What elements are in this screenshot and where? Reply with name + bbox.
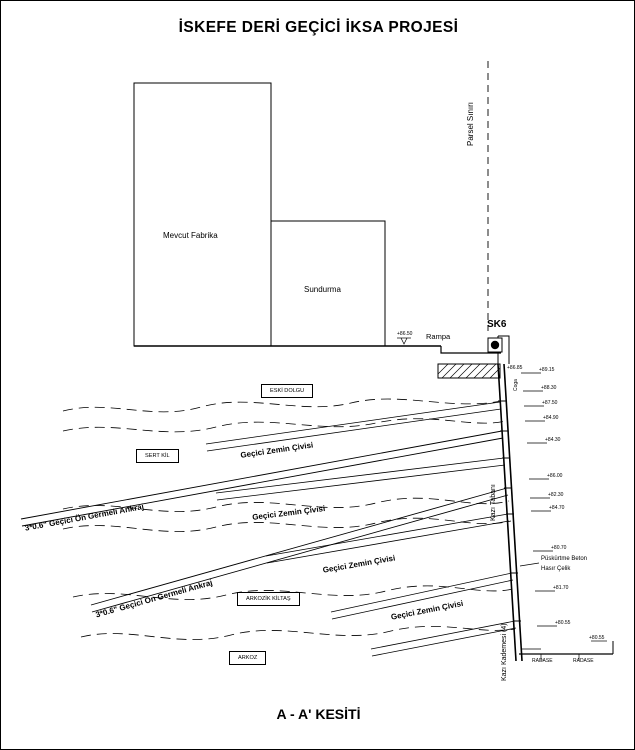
elevation-right-2: +84.90: [543, 415, 559, 421]
parcel-boundary-label: Parsel Sınırı: [466, 101, 475, 146]
strata-line-2: [63, 419, 506, 432]
nail-label-3: Geçici Zemin Çivisi: [322, 553, 396, 575]
strata-line-1: [63, 399, 501, 412]
soil-box-arkoz: ARKOZ: [229, 651, 266, 665]
factory-label: Mevcut Fabrika: [163, 231, 218, 240]
ramp-label: Rampa: [426, 332, 451, 341]
borehole-label: SK6: [487, 319, 507, 330]
section-title: A - A' KESİTİ: [276, 706, 361, 722]
elevation-right-10: +84.70: [549, 505, 565, 511]
elevation-right-6: +89.15: [539, 367, 555, 373]
soil-box-sert-kil: SERT KİL: [136, 449, 179, 463]
elevation-right-1: +86.85: [507, 365, 523, 371]
nail-label-1: Geçici Zemin Çivisi: [239, 440, 314, 460]
anchor-label-2: 3*0.6" Geçici Ön Germeli Ankraj: [94, 578, 214, 620]
canopy-label: Sundurma: [304, 285, 341, 294]
elevation-right-8: +87.50: [542, 400, 558, 406]
elevation-right-12: +80.55: [555, 620, 571, 626]
coga-label: Coga: [513, 379, 519, 391]
shotcrete-label-line1: Püskürtme Beton: [541, 556, 588, 562]
elevation-right-11: +81.70: [553, 585, 569, 591]
elevation-right-7: +88.30: [541, 385, 557, 391]
soil-box-eski-dolgu: ESKİ DOLGU: [261, 384, 313, 398]
elevation-right-3: +84.30: [545, 437, 561, 443]
excavation-stage-label: Kazı Kademesi (4): [501, 623, 508, 681]
elevation-left-1: +86.50: [397, 331, 413, 337]
page-title: İSKEFE DERİ GEÇİCİ İKSA PROJESİ: [178, 19, 459, 36]
shotcrete-label-line2: Hasır Çelik: [541, 566, 571, 572]
elevation-right-base: +80.55: [589, 635, 605, 641]
bottom-label-2: RADASE: [573, 658, 594, 664]
factory-outline: [134, 83, 385, 346]
elevation-right-5: +80.70: [551, 545, 567, 551]
anchor-label-1: 3*0.6" Geçici Ön Germeli Ankraj: [24, 502, 145, 533]
capping-beam: [438, 364, 500, 378]
bottom-label-1: RADASE: [532, 658, 553, 664]
soil-box-arkozik-kiltas: ARKOZİK KİLTAŞ: [237, 592, 300, 606]
strata-line-6: [81, 626, 515, 639]
section-drawing: [1, 1, 635, 750]
nail-label-4: Geçici Zemin Çivisi: [390, 598, 464, 622]
elevation-right-9: +86.00: [547, 473, 563, 479]
nail-label-2: Geçici Zemin Çivisi: [251, 504, 326, 522]
elevation-right-4: +82.30: [548, 492, 564, 498]
excavation-base-label: Kazı Tabanı: [490, 484, 497, 521]
